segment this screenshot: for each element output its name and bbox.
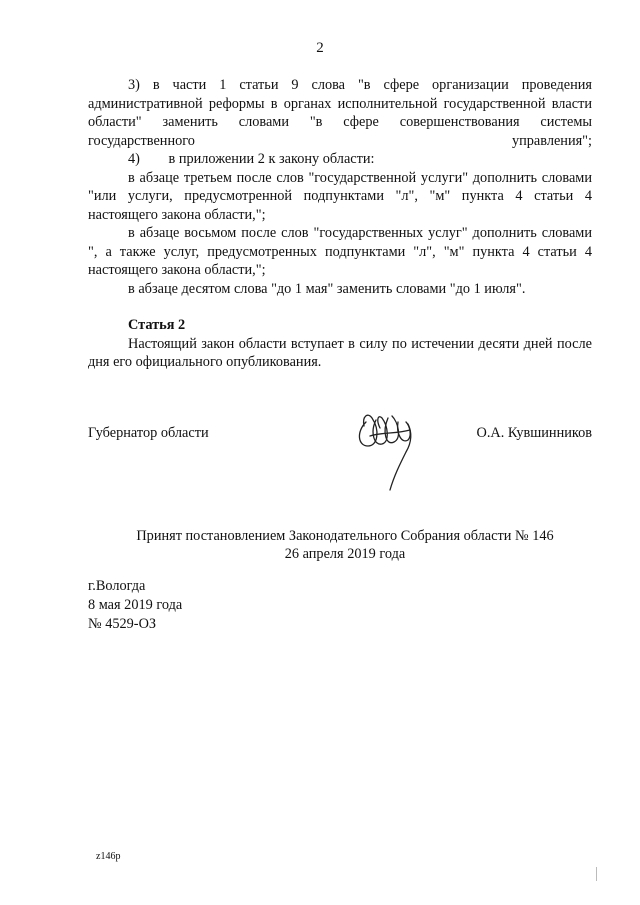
- governor-name: О.А. Кувшинников: [476, 425, 592, 441]
- scan-mark: [596, 867, 597, 881]
- adoption-line-1: Принят постановлением Законодательного Собрания области № 146: [136, 528, 554, 544]
- article-2-text: Настоящий закон области вступает в силу по истечении десяти дней после дня его официального опубликования.: [88, 335, 592, 370]
- adoption-line-2: 26 апреля 2019 года: [284, 546, 406, 562]
- amendment-paragraph-8: в абзаце восьмом после слов "государственных услуг" дополнить словами ", а также услуг, предусмотренных подпунктами "л", "м" пункта 4 статьи 4 настоящего закона области,";: [88, 225, 592, 278]
- footer-code: z146p: [96, 851, 121, 862]
- amendment-item-4: 4) в приложении 2 к закону области:: [128, 151, 375, 167]
- city: г.Вологда: [88, 578, 146, 594]
- law-number: № 4529-ОЗ: [88, 616, 157, 632]
- article-2-title: Статья 2: [128, 317, 186, 333]
- handwritten-signature: [352, 402, 432, 494]
- place-date-number: [88, 577, 182, 634]
- amendment-item-3: 3) в части 1 статьи 9 слова "в сфере организации проведения административной реформы в органах исполнительной государственной власти области" заменить словами "в сфере совершенствования системы государственного управления";: [88, 77, 592, 149]
- amendment-paragraph-3: в абзаце третьем после слов "государственной услуги" дополнить словами "или услуги, предусмотренной подпунктами "л", "м" пункта 4 статьи 4 настоящего закона области,";: [88, 169, 592, 223]
- signing-date: 8 мая 2019 года: [88, 597, 183, 613]
- law-body: [88, 76, 592, 372]
- amendment-paragraph-10: в абзаце десятом слова "до 1 мая" заменить словами "до 1 июля".: [128, 280, 526, 297]
- page-number: 2: [316, 40, 324, 56]
- adoption-note: [0, 527, 640, 563]
- governor-position: Губернатор области: [88, 425, 209, 441]
